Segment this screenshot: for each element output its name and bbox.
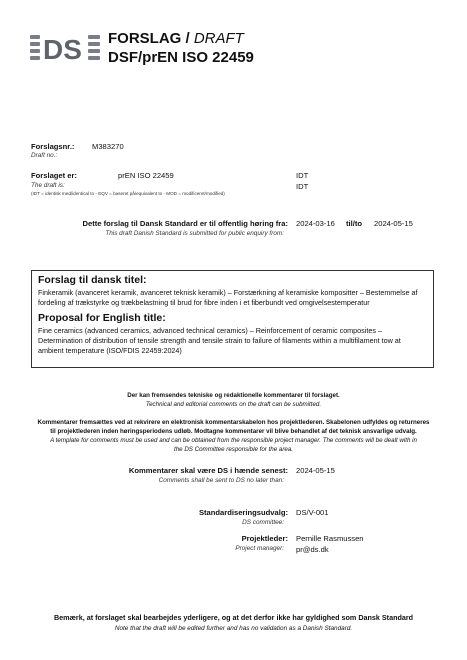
danish-title-heading: Forslag til dansk titel: (38, 274, 147, 286)
proposal-is-code: IDT (296, 171, 309, 180)
english-title-heading: Proposal for English title: (38, 312, 166, 324)
hearing-to: 2024-05-15 (374, 219, 413, 228)
footer-note: Bemærk, at forslaget skal bearbejdes yderligere, og at det derfor ikke har gyldighed som Dansk Standard (53, 613, 414, 622)
manager-email[interactable]: pr@ds.dk (296, 545, 329, 554)
comments-template-line-b: til projektlederen inden høringsperiodens udløb. Modtagne kommentarer vil blive behandlet af det teknisk ansvarlige udvalg. (50, 428, 417, 435)
deadline-label: Kommentarer skal være DS i hænde senest: (128, 466, 288, 475)
proposal-is-label: Forslaget er: (31, 171, 77, 180)
title-box (31, 270, 434, 368)
header-draft: DRAFT (193, 30, 244, 47)
committee-label: Standardiseringsudvalg: (198, 508, 288, 517)
manager-name: Pernille Rasmussen (296, 534, 364, 543)
hearing-to-label: til/to (346, 219, 363, 228)
comments-template-line-a: Kommentarer fremsættes ved at rekvirere en elektronisk kommentarskabelon hos projektlederen. Skabelonen udfyldes og returneres (37, 419, 430, 426)
comments-line-en: Technical and editorial comments on the draft can be submitted. (145, 401, 322, 408)
proposal-is-sub: The draft is: (31, 182, 65, 189)
english-title-text: Fine ceramics (advanced ceramics, advanced technical ceramics) – Reinforcement of ceramic composites – Determination of distribution of tensile strength and tensile strain to failure of filaments within a multifilament tow at ambient temperature (ISO/FDIS 22459:2024) (38, 326, 401, 355)
proposal-legend: (IDT = identisk med/identical to - EQV = baseret på/equivalent to - MOD = modificeret/modified) (31, 191, 225, 196)
comments-template-en-a: A template for comments must be used and can be obtained from the responsible project manager. The comments will be dealt with in (50, 437, 417, 444)
hearing-sub: This draft Danish Standard is submitted for public enquiry from: (105, 230, 284, 237)
proposal-is-code-en: IDT (296, 182, 309, 191)
hearing-from: 2024-03-16 (296, 219, 335, 228)
hearing-label: Dette forslag til Dansk Standard er til offentlig høring fra: (82, 219, 288, 228)
proposal-is-value: prEN ISO 22459 (118, 171, 174, 180)
ds-logo-icon (30, 34, 102, 60)
header-prefix: FORSLAG / (108, 30, 194, 47)
comments-line: Der kan fremsendes tekniske og redaktionelle kommentarer til forslaget. (127, 392, 340, 399)
footer-note-en: Note that the draft will be edited further and has no validation as a Danish Standard. (114, 625, 353, 632)
proposal-number-sub: Draft no.: (31, 152, 58, 159)
proposal-number-label: Forslagsnr.: (31, 142, 75, 151)
committee-value: DS/V-001 (296, 508, 329, 517)
proposal-number-value: M383270 (92, 142, 124, 151)
manager-sub: Project manager: (235, 545, 284, 552)
deadline-sub: Comments shall be sent to DS no later than: (158, 477, 284, 484)
comments-template-en-b: the DS Committee responsible for the area. (174, 446, 293, 453)
ds-logo (30, 34, 102, 60)
header-draft-line (108, 30, 244, 47)
deadline-value: 2024-05-15 (296, 466, 335, 475)
danish-title-text: Finkeramik (avanceret keramik, avanceret teknisk keramik) – Forstærkning af keramiske kompositter – Bestemmelse af fordeling af trækstyrke og trækbelastning til brud for fibre inden i et fiberbundt ved omgivelsestemperatur (38, 288, 418, 307)
manager-label: Projektleder: (241, 534, 288, 543)
logo-text: DS (43, 34, 82, 60)
header-standard: DSF/prEN ISO 22459 (108, 49, 254, 66)
committee-sub: DS committee: (242, 519, 284, 526)
